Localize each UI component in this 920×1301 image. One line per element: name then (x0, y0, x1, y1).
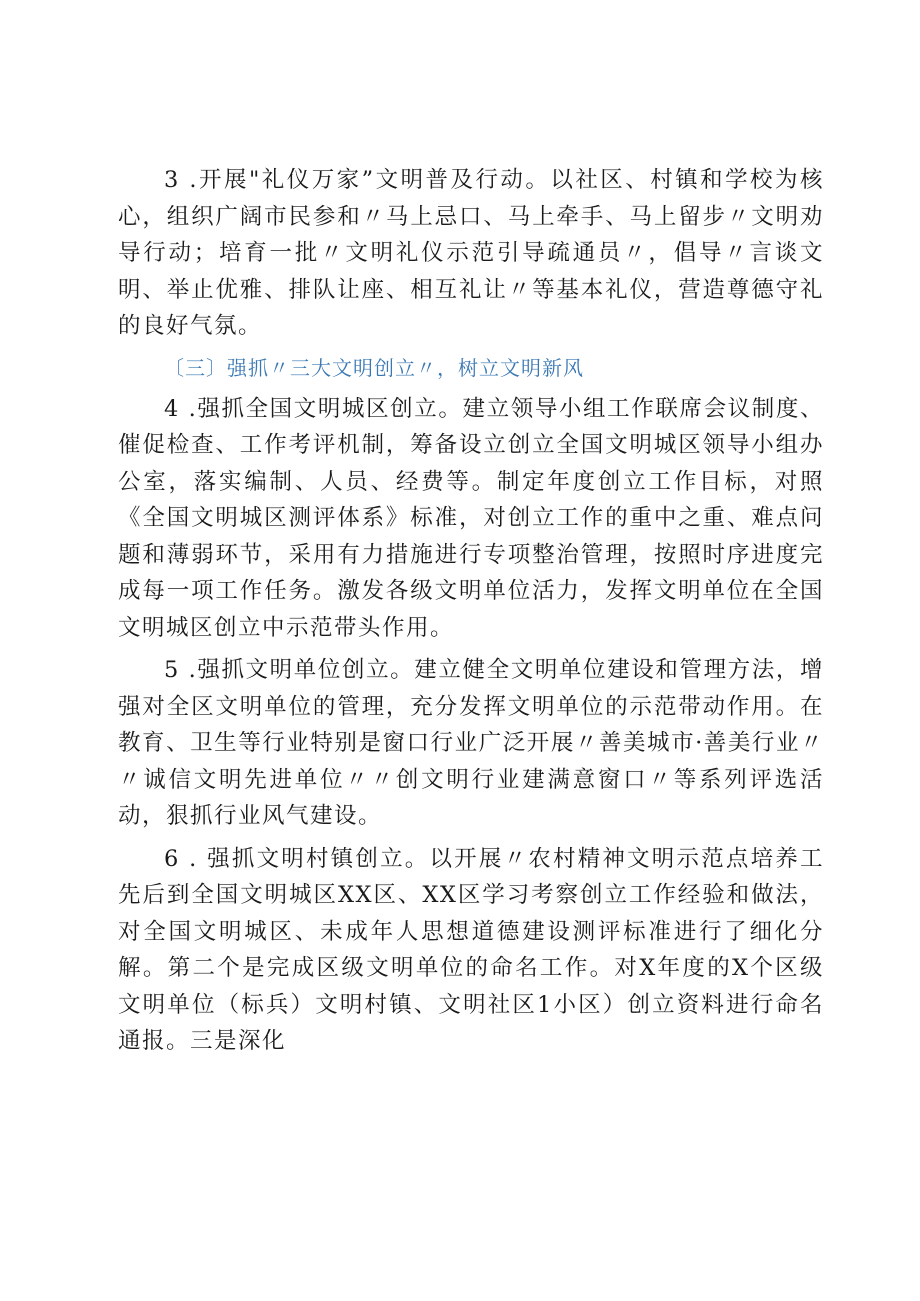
document-body (118, 162, 824, 1066)
paragraph-item-4: 4 .强抓全国文明城区创立。建立领导小组工作联席会议制度、催促检查、工作考评机制，筹备设立创立全国文明城区领导小组办公室，落实编制、人员、经费等。制定年度创立工作目标，对照《全国文明城区测评体系》标准，对创立工作的重中之重、难点问题和薄弱环节，采用有力措施进行专项整治管理，按照时序进度完成每一项工作任务。激发各级文明单位活力，发挥文明单位在全国文明城区创立中示范带头作用。 (118, 395, 824, 641)
section-heading-three: 〔三〕强抓〃三大文明创立〃，树立文明新风 (164, 355, 584, 380)
paragraph-item-6: 6 . 强抓文明村镇创立。以开展〃农村精神文明示范点培养工先后到全国文明城区XX区、XX区学习考察创立工作经验和做法，对全国文明城区、未成年人思想道德建设测评标准进行了细化分解。第二个是完成区级文明单位的命名工作。对X年度的X个区级文明单位（标兵）文明村镇、文明社区1小区）创立资料进行命名通报。三是深化 (118, 845, 824, 1054)
paragraph-item-3: 3 .开展"礼仪万家”文明普及行动。以社区、村镇和学校为核心，组织广阔市民参和〃马上忌口、马上牵手、马上留步〃文明劝导行动；培育一批〃文明礼仪示范引导疏通员〃，倡导〃言谈文明、举止优雅、排队让座、相互礼让〃等基本礼仪，营造尊德守礼的良好气氛。 (118, 167, 824, 339)
paragraph-item-5: 5 .强抓文明单位创立。建立健全文明单位建设和管理方法，增强对全区文明单位的管理，充分发挥文明单位的示范带动作用。在教育、卫生等行业特别是窗口行业广泛开展〃善美城市·善美行业〃〃诚信文明先进单位〃〃创文明行业建满意窗口〃等系列评选活动，狠抓行业风气建设。 (118, 657, 824, 829)
